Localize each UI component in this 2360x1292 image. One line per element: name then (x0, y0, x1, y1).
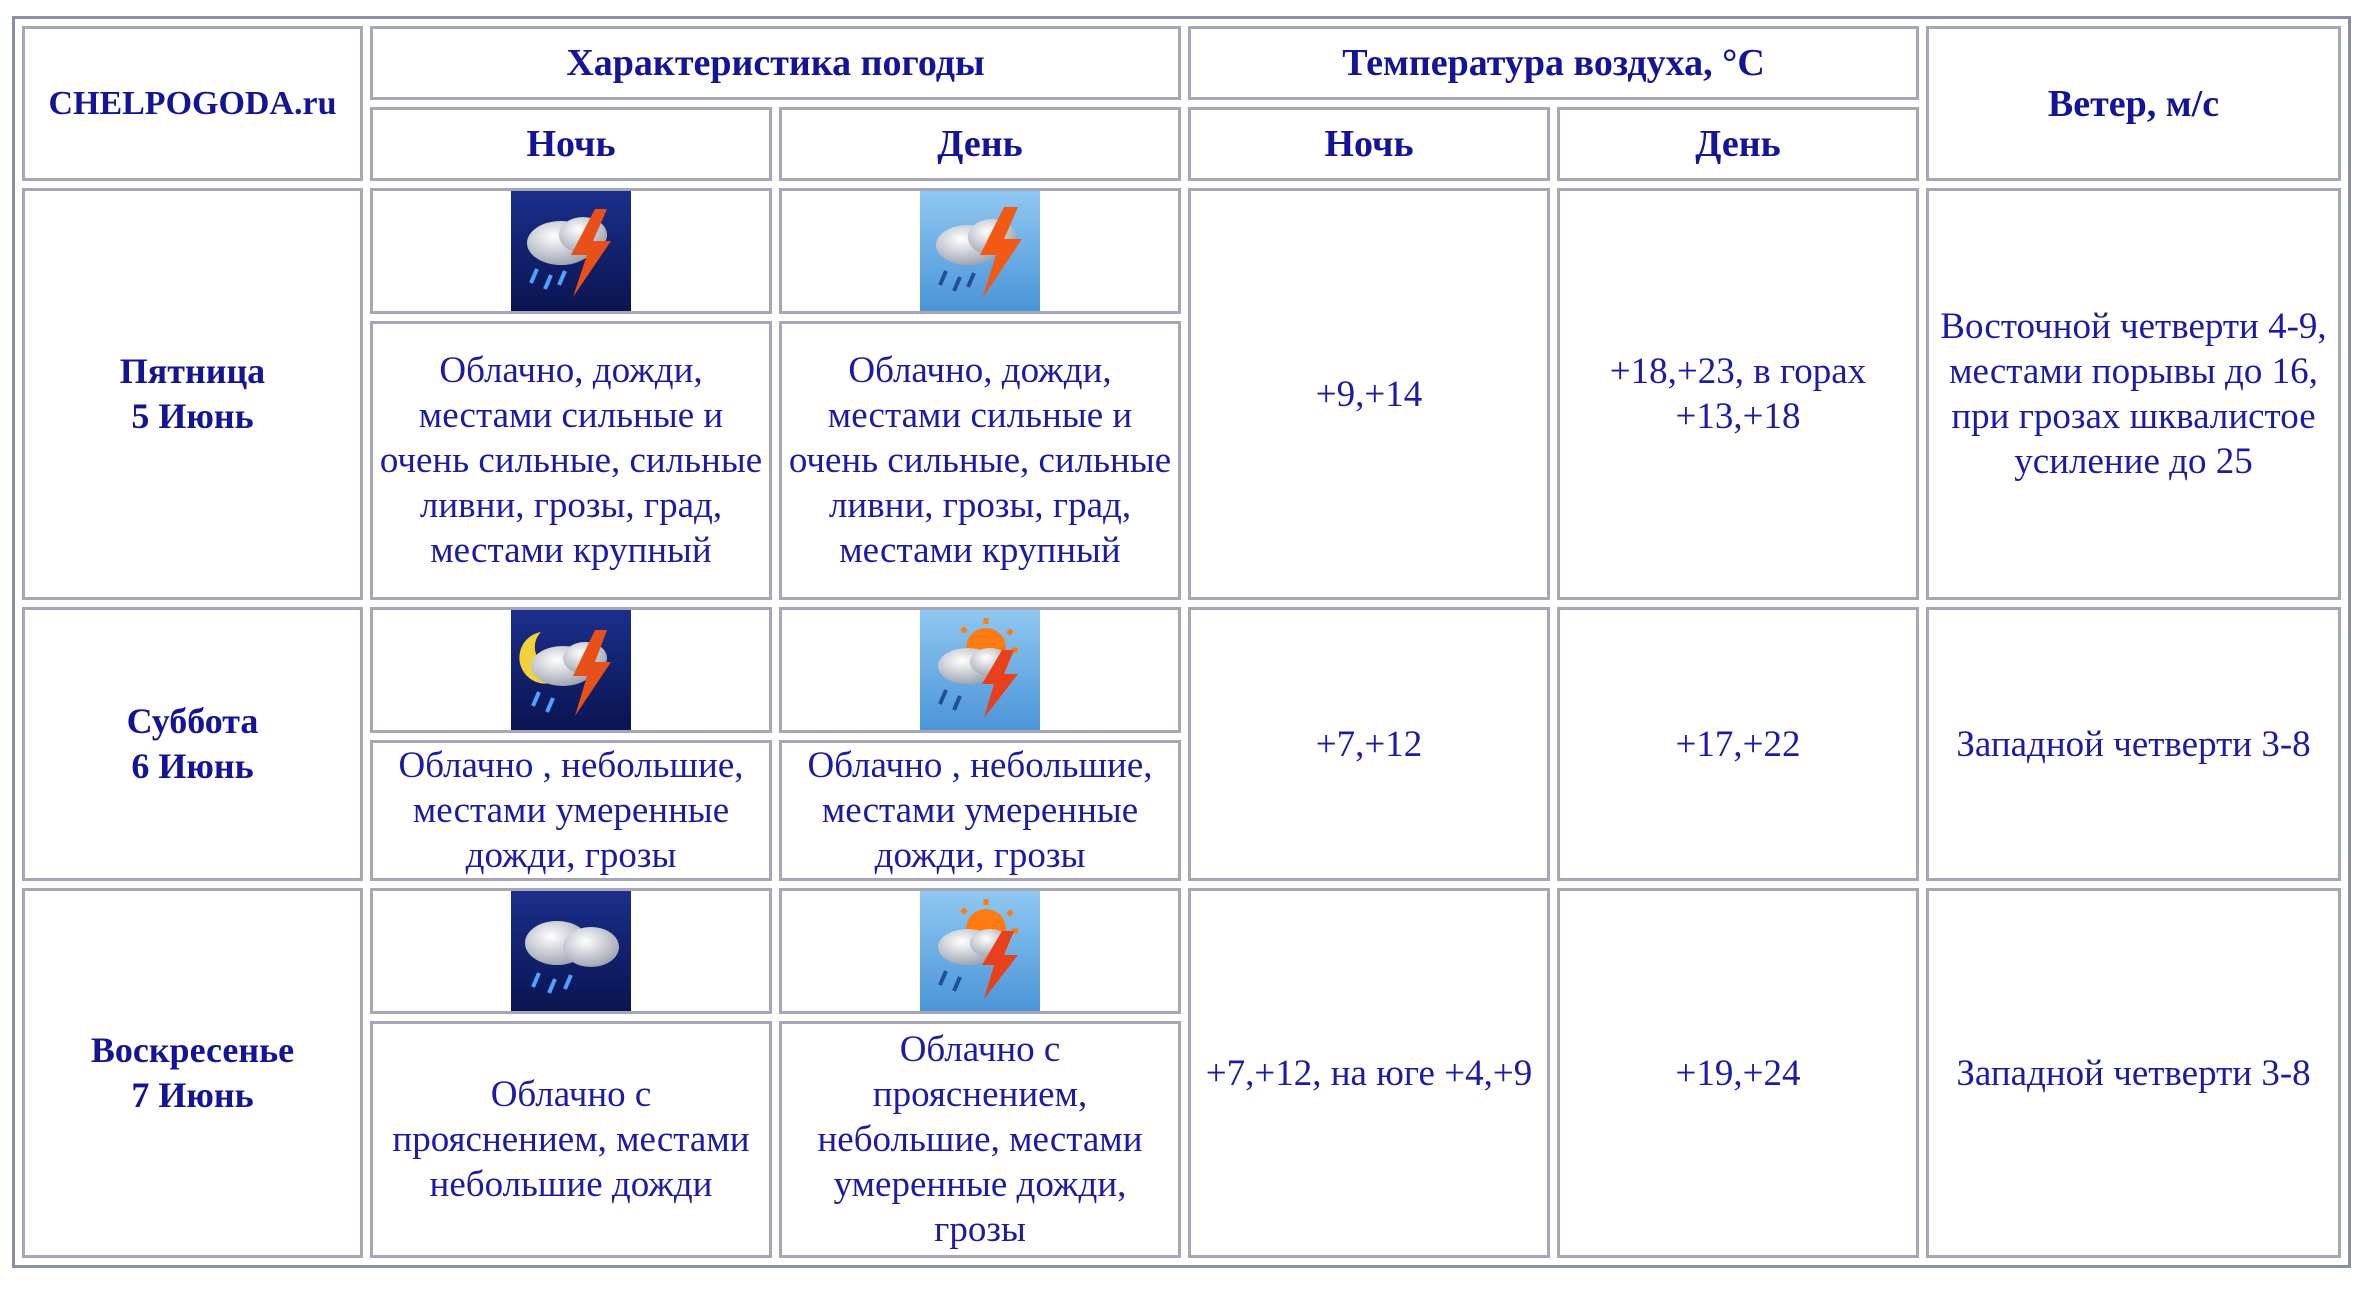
header-weather: Характеристика погоды (370, 26, 1181, 100)
site-name: CHELPOGODA.ru (22, 26, 363, 181)
day-label (22, 888, 363, 1258)
date: 5 Июнь (131, 396, 254, 436)
night-partly-cloudy-thunderstorm-icon (511, 610, 631, 730)
weather-icon-cell (370, 607, 772, 733)
temp-night: +7,+12 (1188, 607, 1550, 881)
date: 7 Июнь (131, 1075, 254, 1115)
weekday: Суббота (126, 701, 259, 741)
weekday: Пятница (119, 351, 266, 391)
day-sun-thunderstorm-icon (920, 610, 1040, 730)
weather-icon-cell (779, 607, 1181, 733)
temp-day: +18,+23, в горах +13,+18 (1557, 188, 1919, 600)
weekday: Воскресенье (90, 1030, 295, 1070)
weather-icon-cell (779, 888, 1181, 1014)
temp-night: +9,+14 (1188, 188, 1550, 600)
day-label (22, 607, 363, 881)
weather-desc-night: Облачно , небольшие, местами умеренные дожди, грозы (370, 740, 772, 881)
weather-desc-day: Облачно , небольшие, местами умеренные дожди, грозы (779, 740, 1181, 881)
night-cloudy-rain-icon (511, 891, 631, 1011)
day-thunderstorm-rain-icon (920, 191, 1040, 311)
weather-desc-night: Облачно, дожди, местами сильные и очень сильные, сильные ливни, грозы, град, местами крупный (370, 321, 772, 600)
date: 6 Июнь (131, 746, 254, 786)
day-label (22, 188, 363, 600)
wind: Западной четверти 3-8 (1926, 888, 2341, 1258)
header-weather-day: День (779, 107, 1181, 181)
wind: Восточной четверти 4-9, местами порывы до 16, при грозах шквалистое усиление до 25 (1926, 188, 2341, 600)
wind: Западной четверти 3-8 (1926, 607, 2341, 881)
weather-desc-night: Облачно с прояснением, местами небольшие дожди (370, 1021, 772, 1258)
header-temperature: Температура воздуха, °C (1188, 26, 1919, 100)
weather-icon-cell (370, 188, 772, 314)
weather-icon-cell (779, 188, 1181, 314)
forecast-table (12, 16, 2351, 1268)
header-temp-night: Ночь (1188, 107, 1550, 181)
temp-day: +19,+24 (1557, 888, 1919, 1258)
temp-night: +7,+12, на юге +4,+9 (1188, 888, 1550, 1258)
weather-desc-day: Облачно, дожди, местами сильные и очень сильные, сильные ливни, грозы, град, местами крупный (779, 321, 1181, 600)
day-sun-thunderstorm-icon (920, 891, 1040, 1011)
weather-desc-day: Облачно с прояснением, небольшие, местами умеренные дожди, грозы (779, 1021, 1181, 1258)
header-temp-day: День (1557, 107, 1919, 181)
weather-icon-cell (370, 888, 772, 1014)
temp-day: +17,+22 (1557, 607, 1919, 881)
night-thunderstorm-rain-icon (511, 191, 631, 311)
header-weather-night: Ночь (370, 107, 772, 181)
header-wind: Ветер, м/с (1926, 26, 2341, 181)
